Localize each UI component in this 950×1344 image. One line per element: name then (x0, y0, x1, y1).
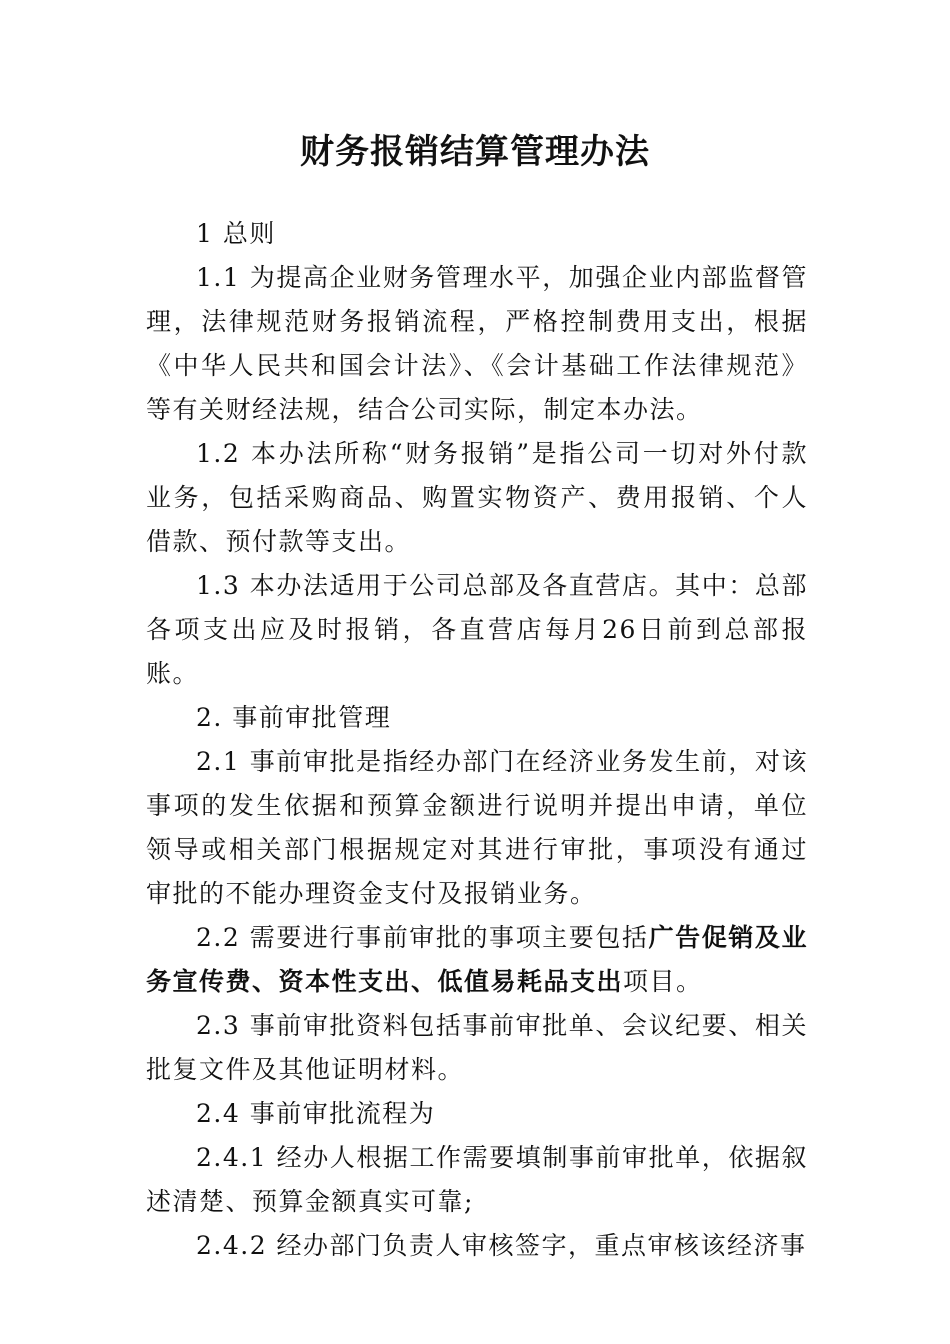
paragraph-2-2 (146, 916, 808, 1004)
document-body (146, 212, 808, 1268)
document-title: 财务报销结算管理办法 (300, 132, 650, 172)
paragraph-2-4-2: 2.4.2 经办部门负责人审核签字，重点审核该经济事 (196, 1231, 807, 1260)
paragraph-2-2-lead: 2.2 需要进行事前审批的事项主要包括 (196, 923, 649, 952)
paragraph-1-2: 1.2 本办法所称“财务报销”是指公司一切对外付款业务，包括采购商品、购置实物资产、费用报销、个人借款、预付款等支出。 (146, 439, 808, 556)
section-heading-1: 1 总则 (196, 219, 276, 248)
paragraph-2-2-emphasis: 广告促销及业务宣传费、资本性支出、低值易耗品支出 (146, 923, 808, 996)
paragraph-1-1: 1.1 为提高企业财务管理水平，加强企业内部监督管理，法律规范财务报销流程，严格控制费用支出，根据《中华人民共和国会计法》、《会计基础工作法律规范》等有关财经法规，结合公司实际，制定本办法。 (146, 263, 808, 424)
paragraph-1-3: 1.3 本办法适用于公司总部及各直营店。其中：总部各项支出应及时报销，各直营店每月26日前到总部报账。 (146, 571, 808, 688)
paragraph-2-3: 2.3 事前审批资料包括事前审批单、会议纪要、相关批复文件及其他证明材料。 (146, 1011, 808, 1084)
section-heading-2: 2. 事前审批管理 (196, 703, 392, 732)
paragraph-2-1: 2.1 事前审批是指经办部门在经济业务发生前，对该事项的发生依据和预算金额进行说明并提出申请，单位领导或相关部门根据规定对其进行审批，事项没有通过审批的不能办理资金支付及报销业务。 (146, 747, 808, 908)
paragraph-2-4: 2.4 事前审批流程为 (196, 1099, 436, 1128)
paragraph-2-2-tail: 项目。 (623, 967, 703, 996)
paragraph-2-4-1: 2.4.1 经办人根据工作需要填制事前审批单，依据叙述清楚、预算金额真实可靠; (146, 1143, 808, 1216)
